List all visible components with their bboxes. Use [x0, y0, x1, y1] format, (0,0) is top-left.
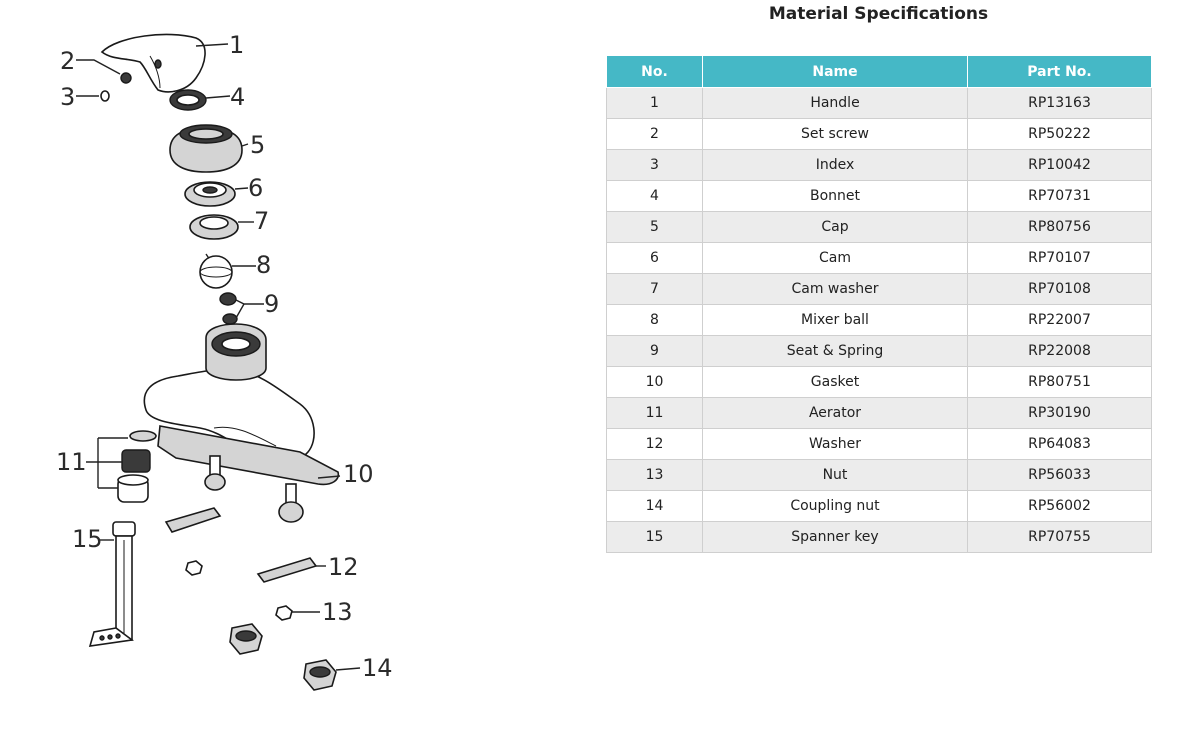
table-row [607, 367, 1152, 398]
table-row [607, 460, 1152, 491]
cell-no: 5 [607, 212, 703, 243]
cell-part-no: RP70755 [968, 522, 1152, 553]
cell-no: 14 [607, 491, 703, 522]
cell-name: Bonnet [703, 181, 968, 212]
callout-12: 12 [328, 553, 359, 581]
callout-8: 8 [256, 251, 272, 279]
cell-no: 12 [607, 429, 703, 460]
callout-9: 9 [264, 290, 280, 318]
col-header-part-no: Part No. [968, 56, 1152, 88]
cell-no: 9 [607, 336, 703, 367]
part-index [101, 91, 109, 101]
cell-no: 7 [607, 274, 703, 305]
cell-name: Seat & Spring [703, 336, 968, 367]
cell-part-no: RP70107 [968, 243, 1152, 274]
part-aerator [118, 431, 156, 502]
col-header-name: Name [703, 56, 968, 88]
part-bonnet [170, 90, 206, 110]
cell-name: Washer [703, 429, 968, 460]
cell-name: Cam washer [703, 274, 968, 305]
cell-part-no: RP64083 [968, 429, 1152, 460]
callout-1: 1 [229, 31, 245, 59]
cell-part-no: RP22007 [968, 305, 1152, 336]
callout-10: 10 [343, 460, 374, 488]
cell-part-no: RP70108 [968, 274, 1152, 305]
cell-no: 8 [607, 305, 703, 336]
cell-name: Mixer ball [703, 305, 968, 336]
callout-2: 2 [60, 47, 76, 75]
table-row [607, 429, 1152, 460]
cell-name: Index [703, 150, 968, 181]
part-coupling-nut [230, 624, 336, 690]
callout-13: 13 [322, 598, 353, 626]
col-header-no: No. [607, 56, 703, 88]
table-row [607, 181, 1152, 212]
part-seat-spring [220, 293, 237, 324]
table-row [607, 398, 1152, 429]
table-row [607, 243, 1152, 274]
spec-table [606, 55, 1152, 553]
part-mixer-ball [200, 254, 232, 288]
callout-7: 7 [254, 207, 270, 235]
table-row [607, 150, 1152, 181]
table-row [607, 88, 1152, 119]
cell-no: 4 [607, 181, 703, 212]
part-set-screw [121, 73, 131, 83]
table-row [607, 336, 1152, 367]
cell-part-no: RP30190 [968, 398, 1152, 429]
cell-no: 2 [607, 119, 703, 150]
table-row [607, 274, 1152, 305]
cell-no: 1 [607, 88, 703, 119]
cell-part-no: RP80751 [968, 367, 1152, 398]
cell-no: 11 [607, 398, 703, 429]
part-cap [170, 125, 242, 172]
cell-part-no: RP22008 [968, 336, 1152, 367]
cell-name: Cam [703, 243, 968, 274]
callout-11: 11 [56, 448, 87, 476]
callout-4: 4 [230, 83, 246, 111]
cell-name: Nut [703, 460, 968, 491]
part-cam-washer [190, 215, 238, 239]
cell-part-no: RP56033 [968, 460, 1152, 491]
table-row [607, 305, 1152, 336]
table-row [607, 491, 1152, 522]
callout-6: 6 [248, 174, 264, 202]
cell-no: 15 [607, 522, 703, 553]
part-cam [185, 182, 235, 206]
callout-5: 5 [250, 131, 266, 159]
cell-part-no: RP10042 [968, 150, 1152, 181]
cell-part-no: RP56002 [968, 491, 1152, 522]
callout-14: 14 [362, 654, 393, 682]
cell-name: Aerator [703, 398, 968, 429]
spec-title: Material Specifications [768, 4, 989, 24]
callout-3: 3 [60, 83, 76, 111]
cell-no: 10 [607, 367, 703, 398]
part-handle [102, 34, 205, 91]
table-row [607, 212, 1152, 243]
table-row [607, 522, 1152, 553]
cell-name: Coupling nut [703, 491, 968, 522]
cell-name: Set screw [703, 119, 968, 150]
callout-15: 15 [72, 525, 103, 553]
cell-part-no: RP50222 [968, 119, 1152, 150]
cell-no: 3 [607, 150, 703, 181]
table-row [607, 119, 1152, 150]
cell-name: Gasket [703, 367, 968, 398]
cell-name: Handle [703, 88, 968, 119]
cell-part-no: RP70731 [968, 181, 1152, 212]
table-header-row [607, 56, 1152, 88]
cell-name: Spanner key [703, 522, 968, 553]
cell-part-no: RP13163 [968, 88, 1152, 119]
cell-no: 13 [607, 460, 703, 491]
cell-name: Cap [703, 212, 968, 243]
cell-part-no: RP80756 [968, 212, 1152, 243]
cell-no: 6 [607, 243, 703, 274]
